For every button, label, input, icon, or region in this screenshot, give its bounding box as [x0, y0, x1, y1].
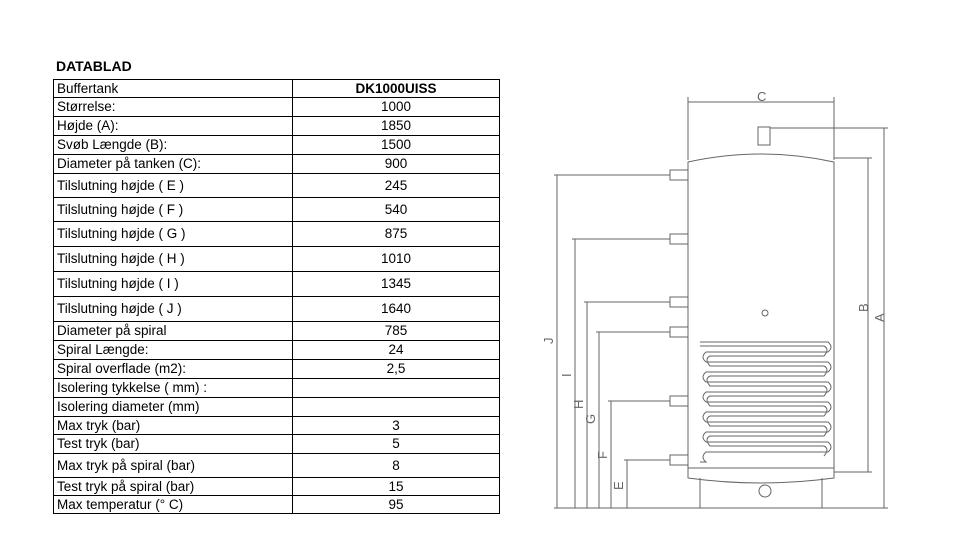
row-value: 15	[293, 478, 500, 496]
row-value: 900	[293, 155, 500, 174]
table-row	[54, 398, 500, 417]
row-value: 1640	[293, 297, 500, 322]
spiral-coil	[700, 342, 831, 462]
row-value: 875	[293, 222, 500, 247]
row-value	[293, 379, 500, 398]
table-row	[54, 272, 500, 297]
table-row	[54, 360, 500, 379]
dim-a-label: A	[872, 313, 887, 322]
row-label: Isolering tykkelse ( mm) :	[54, 379, 293, 398]
dim-f-label: F	[595, 451, 610, 459]
dim-e-label: E	[611, 481, 626, 490]
sensor-port	[762, 310, 768, 316]
dim-i-label: I	[559, 373, 574, 377]
table-row	[54, 297, 500, 322]
row-label: Buffertank	[54, 80, 293, 98]
row-label: Test tryk (bar)	[54, 435, 293, 454]
table-row	[54, 417, 500, 435]
row-label: Tilslutning højde ( E )	[54, 174, 293, 198]
dim-g-label: G	[583, 413, 598, 424]
row-label: Max tryk på spiral (bar)	[54, 454, 293, 478]
row-label: Tilslutning højde ( I )	[54, 272, 293, 297]
row-value: 2,5	[293, 360, 500, 379]
table-row	[54, 496, 500, 514]
tank-diagram	[540, 85, 900, 525]
table-row	[54, 322, 500, 341]
table-row	[54, 136, 500, 155]
row-value: 1850	[293, 117, 500, 136]
row-label: Tilslutning højde ( F )	[54, 198, 293, 222]
table-row	[54, 435, 500, 454]
row-label: Max tryk (bar)	[54, 417, 293, 435]
table-row	[54, 478, 500, 496]
row-value: 540	[293, 198, 500, 222]
table-row	[54, 174, 500, 198]
row-label: Tilslutning højde ( H )	[54, 247, 293, 272]
table-row	[54, 454, 500, 478]
row-label: Test tryk på spiral (bar)	[54, 478, 293, 496]
row-value: 3	[293, 417, 500, 435]
table-row	[54, 379, 500, 398]
table-row	[54, 341, 500, 360]
row-value: 24	[293, 341, 500, 360]
row-label: Isolering diameter (mm)	[54, 398, 293, 417]
spec-table	[53, 79, 500, 514]
row-value	[293, 398, 500, 417]
row-label: Størrelse:	[54, 98, 293, 117]
row-value: 8	[293, 454, 500, 478]
table-row	[54, 247, 500, 272]
table-row	[54, 222, 500, 247]
row-value: 785	[293, 322, 500, 341]
table-row	[54, 198, 500, 222]
dim-h-label: H	[571, 399, 586, 409]
row-value: 245	[293, 174, 500, 198]
datasheet-title: DATABLAD	[56, 58, 132, 74]
row-value: 5	[293, 435, 500, 454]
dim-j-label: J	[541, 337, 556, 344]
dim-b-label: B	[856, 303, 871, 312]
row-label: Max temperatur (° C)	[54, 496, 293, 514]
tank-body	[688, 154, 834, 483]
drain-fitting	[759, 485, 771, 497]
row-label: Svøb Længde (B):	[54, 136, 293, 155]
row-label: Tilslutning højde ( G )	[54, 222, 293, 247]
row-label: Højde (A):	[54, 117, 293, 136]
row-label: Diameter på tanken (C):	[54, 155, 293, 174]
table-row	[54, 155, 500, 174]
table-row	[54, 117, 500, 136]
row-label: Tilslutning højde ( J )	[54, 297, 293, 322]
table-row	[54, 98, 500, 117]
row-value: 95	[293, 496, 500, 514]
top-fitting	[758, 127, 770, 145]
row-value: 1010	[293, 247, 500, 272]
table-row	[54, 80, 500, 98]
row-value: 1345	[293, 272, 500, 297]
row-value: DK1000UISS	[293, 80, 500, 98]
row-label: Spiral overflade (m2):	[54, 360, 293, 379]
row-label: Diameter på spiral	[54, 322, 293, 341]
row-value: 1500	[293, 136, 500, 155]
row-label: Spiral Længde:	[54, 341, 293, 360]
row-value: 1000	[293, 98, 500, 117]
dim-c-label: C	[757, 89, 767, 104]
